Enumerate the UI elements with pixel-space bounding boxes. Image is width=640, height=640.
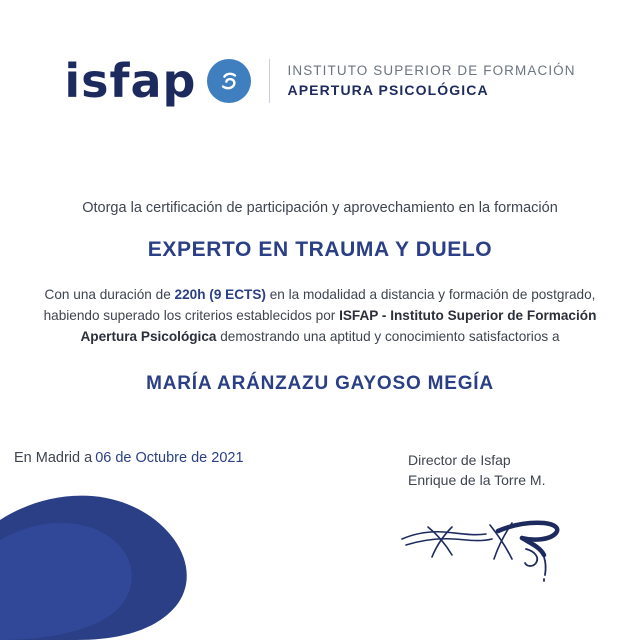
institute-line-1: INSTITUTO SUPERIOR DE FORMACIÓN xyxy=(287,63,576,79)
criteria-prefix: habiendo superado los criterios establecidos por xyxy=(43,308,336,324)
issue-place-date xyxy=(14,450,244,466)
intro-text: Otorga la certificación de participación y aprovechamiento en la formación xyxy=(82,200,558,216)
institute-name xyxy=(288,62,576,99)
signatory-role: Director de Isfap xyxy=(408,452,511,468)
details-paragraph xyxy=(0,284,640,347)
signature-block xyxy=(408,450,618,600)
institute-line-2: APERTURA PSICOLÓGICA xyxy=(287,81,489,98)
duration-suffix: en la modalidad a distancia y formación de postgrado, xyxy=(269,287,596,302)
isfap-swirl-icon xyxy=(207,59,251,103)
handwritten-signature-icon xyxy=(394,505,618,600)
certificate-header xyxy=(0,54,640,108)
issue-place-label: En Madrid a xyxy=(14,450,93,466)
duration-prefix: Con una duración de xyxy=(44,287,171,302)
isfap-wordmark: isfap xyxy=(64,54,197,108)
criteria-suffix: demostrando una aptitud y conocimiento satisfactorios a xyxy=(220,329,560,345)
certificate-body xyxy=(0,200,640,395)
student-name: MARÍA ARÁNZAZU GAYOSO MEGÍA xyxy=(146,373,494,395)
logo-divider xyxy=(269,59,270,103)
signatory-name: Enrique de la Torre M. xyxy=(408,472,546,489)
institution-name-strong-2: Apertura Psicológica xyxy=(80,329,217,345)
institution-name-strong: ISFAP - Instituto Superior de Formación xyxy=(339,308,597,324)
course-title: EXPERTO EN TRAUMA Y DUELO xyxy=(147,238,493,261)
blue-blob-shape xyxy=(0,480,300,640)
issue-date: 06 de Octubre de 2021 xyxy=(95,450,244,466)
duration-value: 220h (9 ECTS) xyxy=(174,287,266,302)
